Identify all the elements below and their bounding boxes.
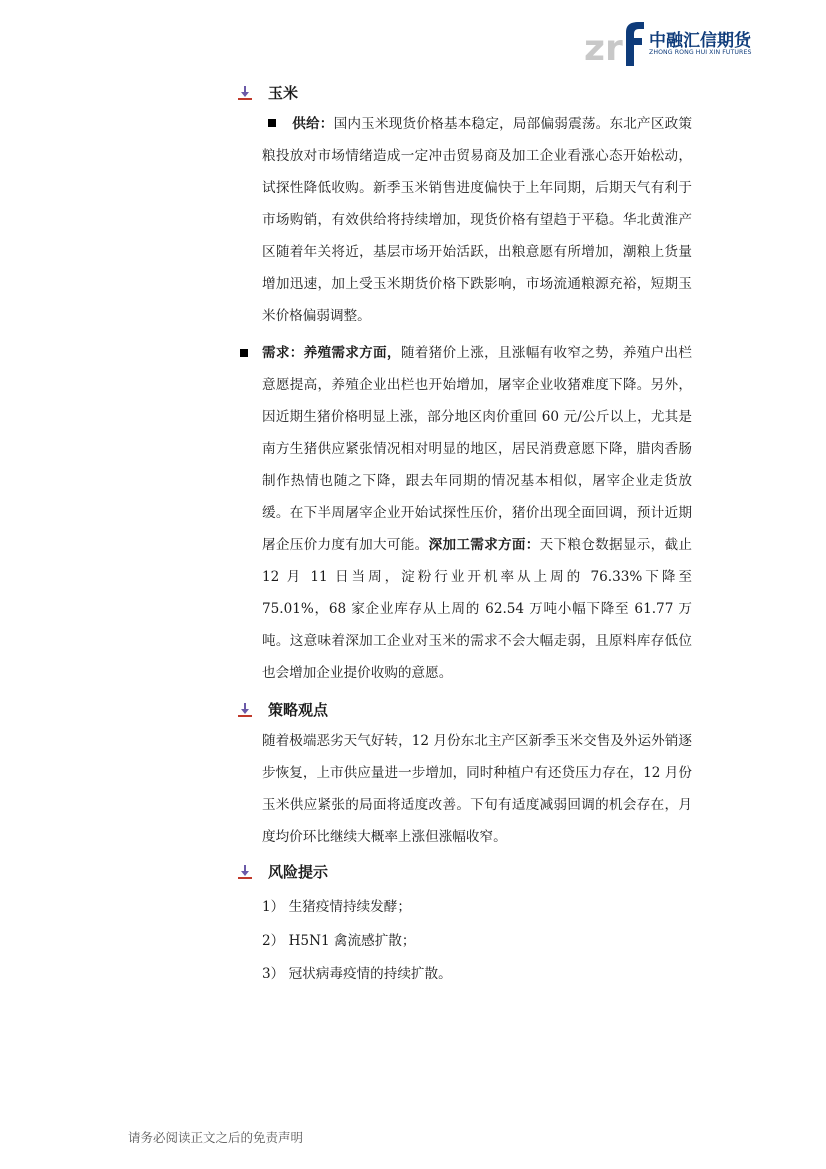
corn-heading-title: 玉米 (268, 84, 299, 102)
supply-label: 供给： (292, 116, 334, 132)
demand-label: 需求：养殖需求方面， (262, 345, 401, 361)
deep-processing-label: 深加工需求方面： (428, 537, 540, 553)
demand-text-livestock: 随着猪价上涨，且涨幅有收窄之势，养殖户出栏意愿提高，养殖企业出栏也开始增加，屠宰企业收猪难度下降。另外，因近期生猪价格明显上涨，部分地区肉价重回 60 元/公斤以上，尤其是南方生猪供应紧张情况相对明显的地区，居民消费意愿下降，腊肉香肠制作热情也随之下降，跟去年同期的情况基本相似，屠宰企业走货放缓。在下半周屠宰企业开始试探性压价，猪价出现全面回调，预计近期屠企压价力度有加大可能。 (262, 345, 693, 553)
risk-item: 3） 冠状病毒疫情的持续扩散。 (262, 966, 452, 982)
demand-text-deep-processing: 天下粮仓数据显示，截止 12 月 11 日当周，淀粉行业开机率从上周的 76.33%下降至 75.01%，68 家企业库存从上周的 62.54 万吨小幅下降至 61.77 万吨。这意味着深加工企业对玉米的需求不会大幅走弱，且原料库存低位也会增加企业提价收购的意愿。 (262, 537, 693, 681)
svg-text:zr: zr (584, 28, 623, 68)
heading-arrow-icon (238, 865, 252, 879)
demand-paragraph (262, 337, 692, 689)
risk-heading-title: 风险提示 (268, 863, 329, 881)
risk-item: 2） H5N1 禽流感扩散； (262, 933, 416, 949)
strategy-heading-title: 策略观点 (268, 701, 329, 719)
strategy-heading (238, 699, 328, 720)
supply-paragraph (262, 108, 692, 332)
corn-heading (238, 82, 298, 103)
risk-item: 1） 生猪疫情持续发酵； (262, 899, 411, 915)
disclaimer-footer: 请务必阅读正文之后的免责声明 (128, 1130, 304, 1145)
strategy-paragraph: 随着极端恶劣天气好转，12 月份东北主产区新季玉米交售及外运外销逐步恢复，上市供应量进一步增加，同时种植户有还贷压力存在，12 月份玉米供应紧张的局面将适度改善。下旬有适度减弱回调的机会存在，月度均价环比继续大概率上涨但涨幅收窄。 (262, 733, 692, 845)
supply-text: 国内玉米现货价格基本稳定，局部偏弱震荡。东北产区政策粮投放对市场情绪造成一定冲击贸易商及加工企业看涨心态开始松动，试探性降低收购。新季玉米销售进度偏快于上年同期，后期天气有利于市场购销，有效供给将持续增加，现货价格有望趋于平稳。华北黄淮产区随着年关将近，基层市场开始活跃，出粮意愿有所增加，潮粮上货量增加迅速，加上受玉米期货价格下跌影响，市场流通粮源充裕，短期玉米价格偏弱调整。 (262, 116, 693, 324)
heading-arrow-icon (238, 703, 252, 717)
heading-arrow-icon (238, 86, 252, 100)
logo-chinese-name: 中融汇信期货 (649, 31, 751, 51)
square-bullet-icon (268, 119, 276, 127)
square-bullet-icon (240, 349, 248, 357)
risk-heading (238, 861, 328, 882)
logo-english-name: ZHONG RONG HUI XIN FUTURES (649, 49, 752, 56)
